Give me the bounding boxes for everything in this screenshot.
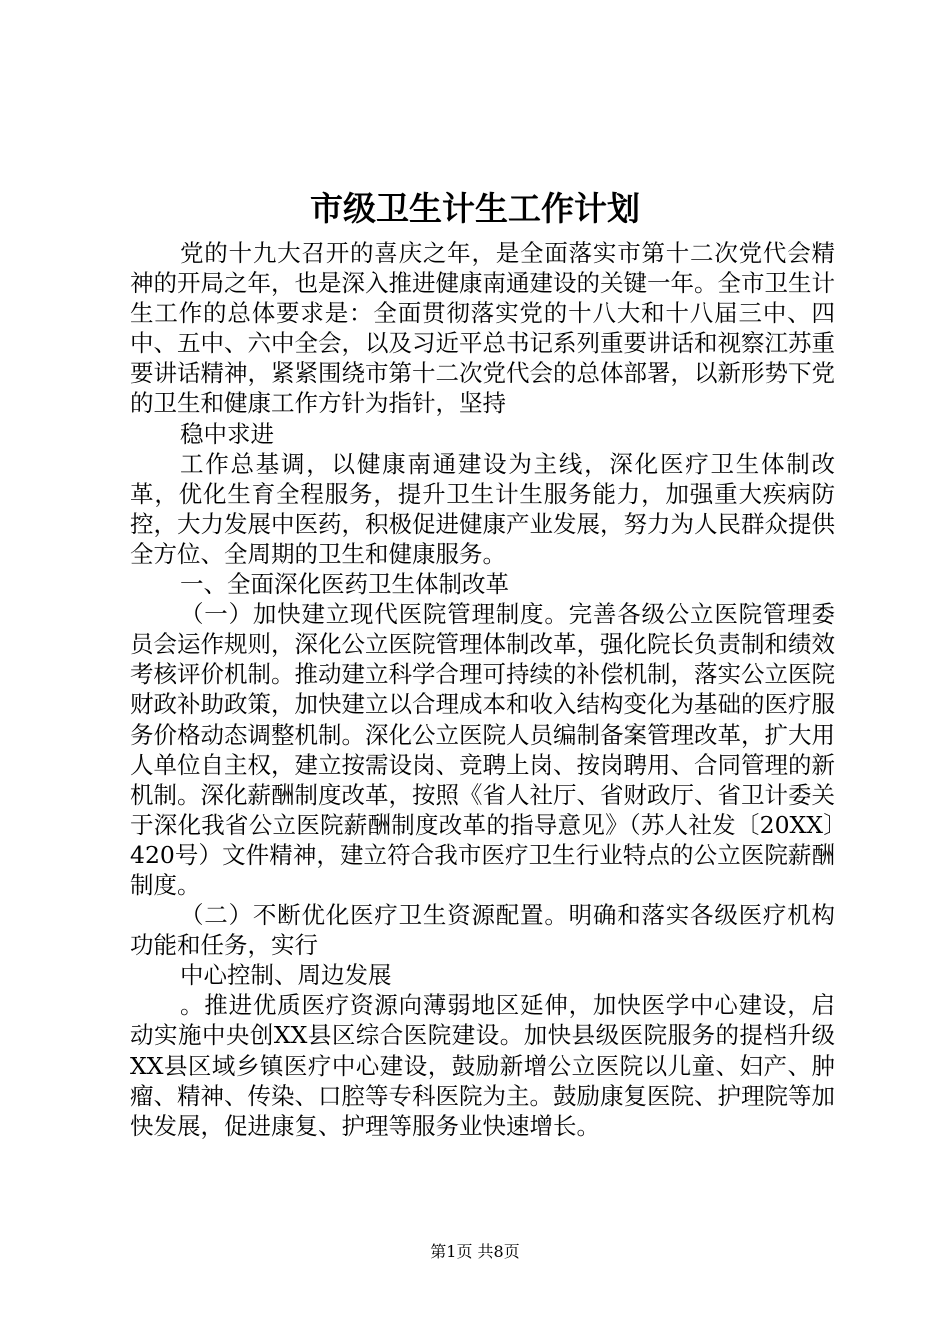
paragraph-resource-extension: 。推进优质医疗资源向薄弱地区延伸，加快医学中心建设，启动实施中央创XX县区综合医院建设。加快县级医院服务的提档升级XX县区域乡镇医疗中心建设，鼓励新增公立医院以儿童、妇产、肿瘤、精神、传染、口腔等专科医院为主。鼓励康复医院、护理院等加快发展，促进康复、护理等服务业快速增长。 <box>130 991 835 1140</box>
document-title: 市级卫生计生工作计划 <box>310 189 640 228</box>
paragraph-center-control: 中心控制、周边发展 <box>180 961 392 990</box>
paragraph-subsection-1: （一）加快建立现代医院管理制度。完善各级公立医院管理委员会运作规则，深化公立医院管理体制改革，强化院长负责制和绩效考核评价机制。推动建立科学合理可持续的补偿机制，落实公立医院财政补助政策，加快建立以合理成本和收入结构变化为基础的医疗服务价格动态调整机制。深化公立医院人员编制备案管理改革，扩大用人单位自主权，建立按需设岗、竞聘上岗、按岗聘用、合同管理的新机制。深化薪酬制度改革，按照《省人社厅、省财政厅、省卫计委关于深化我省公立医院薪酬制度改革的指导意见》（苏人社发〔20XX〕420号）文件精神，建立符合我市医疗卫生行业特点的公立医院薪酬制度。 <box>130 600 835 899</box>
document-body <box>130 238 835 1141</box>
section-heading-1: 一、全面深化医药卫生体制改革 <box>180 570 509 599</box>
paragraph-intro: 党的十九大召开的喜庆之年，是全面落实市第十二次党代会精神的开局之年，也是深入推进健康南通建设的关键一年。全市卫生计生工作的总体要求是：全面贯彻落实党的十八大和十八届三中、四中、五中、六中全会，以及习近平总书记系列重要讲话和视察江苏重要讲话精神，紧紧围绕市第十二次党代会的总体部署，以新形势下党的卫生和健康工作方针为指针，坚持 <box>130 239 835 418</box>
paragraph-general-tone: 工作总基调，以健康南通建设为主线，深化医疗卫生体制改革，优化生育全程服务，提升卫生计生服务能力，加强重大疾病防控，大力发展中医药，积极促进健康产业发展，努力为人民群众提供全方位、全周期的卫生和健康服务。 <box>130 449 835 568</box>
paragraph-subsection-2: （二）不断优化医疗卫生资源配置。明确和落实各级医疗机构功能和任务，实行 <box>130 901 835 960</box>
paragraph-keyword: 稳中求进 <box>180 419 274 448</box>
page-footer: 第1页 共8页 <box>430 1242 520 1261</box>
